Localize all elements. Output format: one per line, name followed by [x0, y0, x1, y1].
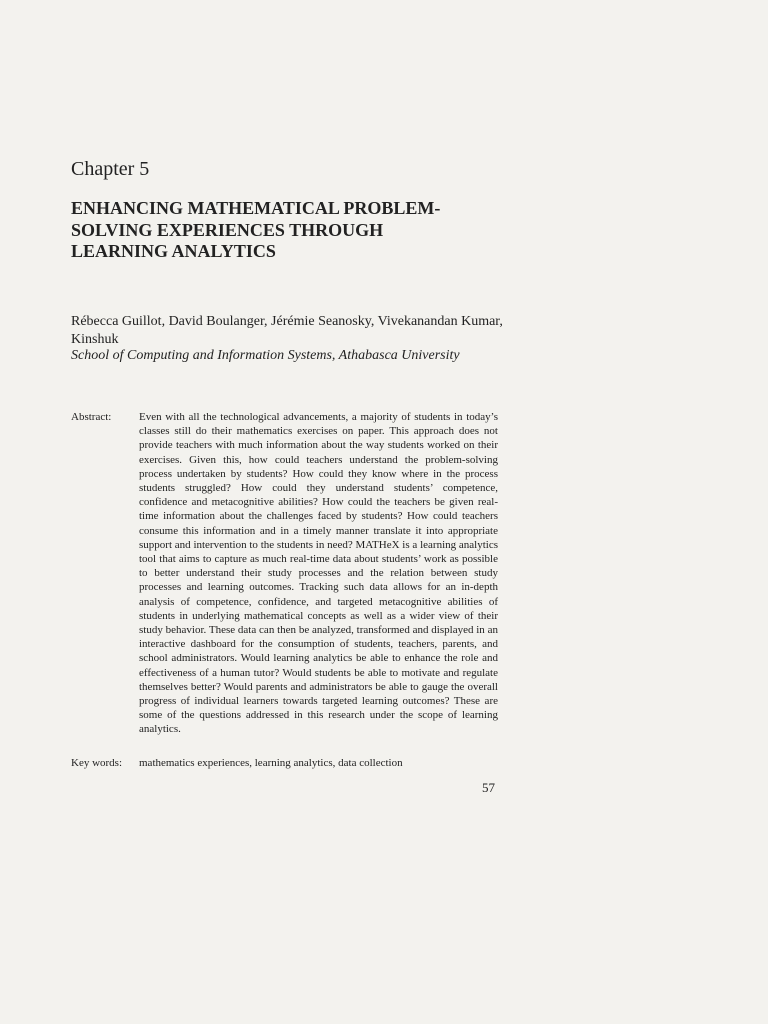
author-line: Rébecca Guillot, David Boulanger, Jérémie Seanosky, Vivekanandan Kumar,	[71, 314, 503, 329]
author-line: Kinshuk	[71, 331, 119, 347]
abstract-text: Even with all the technological advancements, a majority of students in today’s classes still do their mathematics exercises on paper. This approach does not provide teachers with much information about the way students worked on their exercises. Given this, how could teachers understand the problem-solving process undertaken by students? How could they know where in the process students struggled? How could they understand students’ competence, confidence and metacognitive abilities? How could the teachers be given real-time information about the challenges faced by students? How could teachers consume this information and in a timely manner translate it into appropriate support and intervention to the students in need? MATHeX is a learning analytics tool that aims to capture as much real-time data about students’ work as possible to better understand their study processes and the relation between study processes and learning outcomes. Tracking such data allows for an in-depth analysis of competence, confidence, and targeted metacognitive abilities of students in underlying mathematical concepts as well as a wider view of their study behavior. These data can then be analyzed, transformed and displayed in an interactive dashboard for the consumption of students, teachers, parents, and school administrators. Would learning analytics be able to enhance the role and effectiveness of a human tutor? Would students be able to motivate and regulate themselves better? Would parents and administrators be able to gauge the overall progress of individual learners towards targeted learning outcomes? These are some of the questions addressed in this research under the scope of learning analytics.	[139, 411, 498, 736]
chapter-title	[71, 198, 511, 263]
author-affiliation: School of Computing and Information Systems, Athabasca University	[71, 348, 460, 363]
keywords-text: mathematics experiences, learning analytics, data collection	[139, 757, 403, 769]
page-number: 57	[482, 780, 495, 795]
chapter-title-line: LEARNING ANALYTICS	[71, 241, 276, 261]
author-list	[71, 313, 511, 348]
chapter-number: Chapter 5	[71, 158, 150, 180]
abstract-label: Abstract:	[71, 411, 112, 423]
keywords-label: Key words:	[71, 757, 123, 769]
chapter-title-line: ENHANCING MATHEMATICAL PROBLEM-	[71, 198, 441, 218]
chapter-title-line: SOLVING EXPERIENCES THROUGH	[71, 219, 384, 240]
